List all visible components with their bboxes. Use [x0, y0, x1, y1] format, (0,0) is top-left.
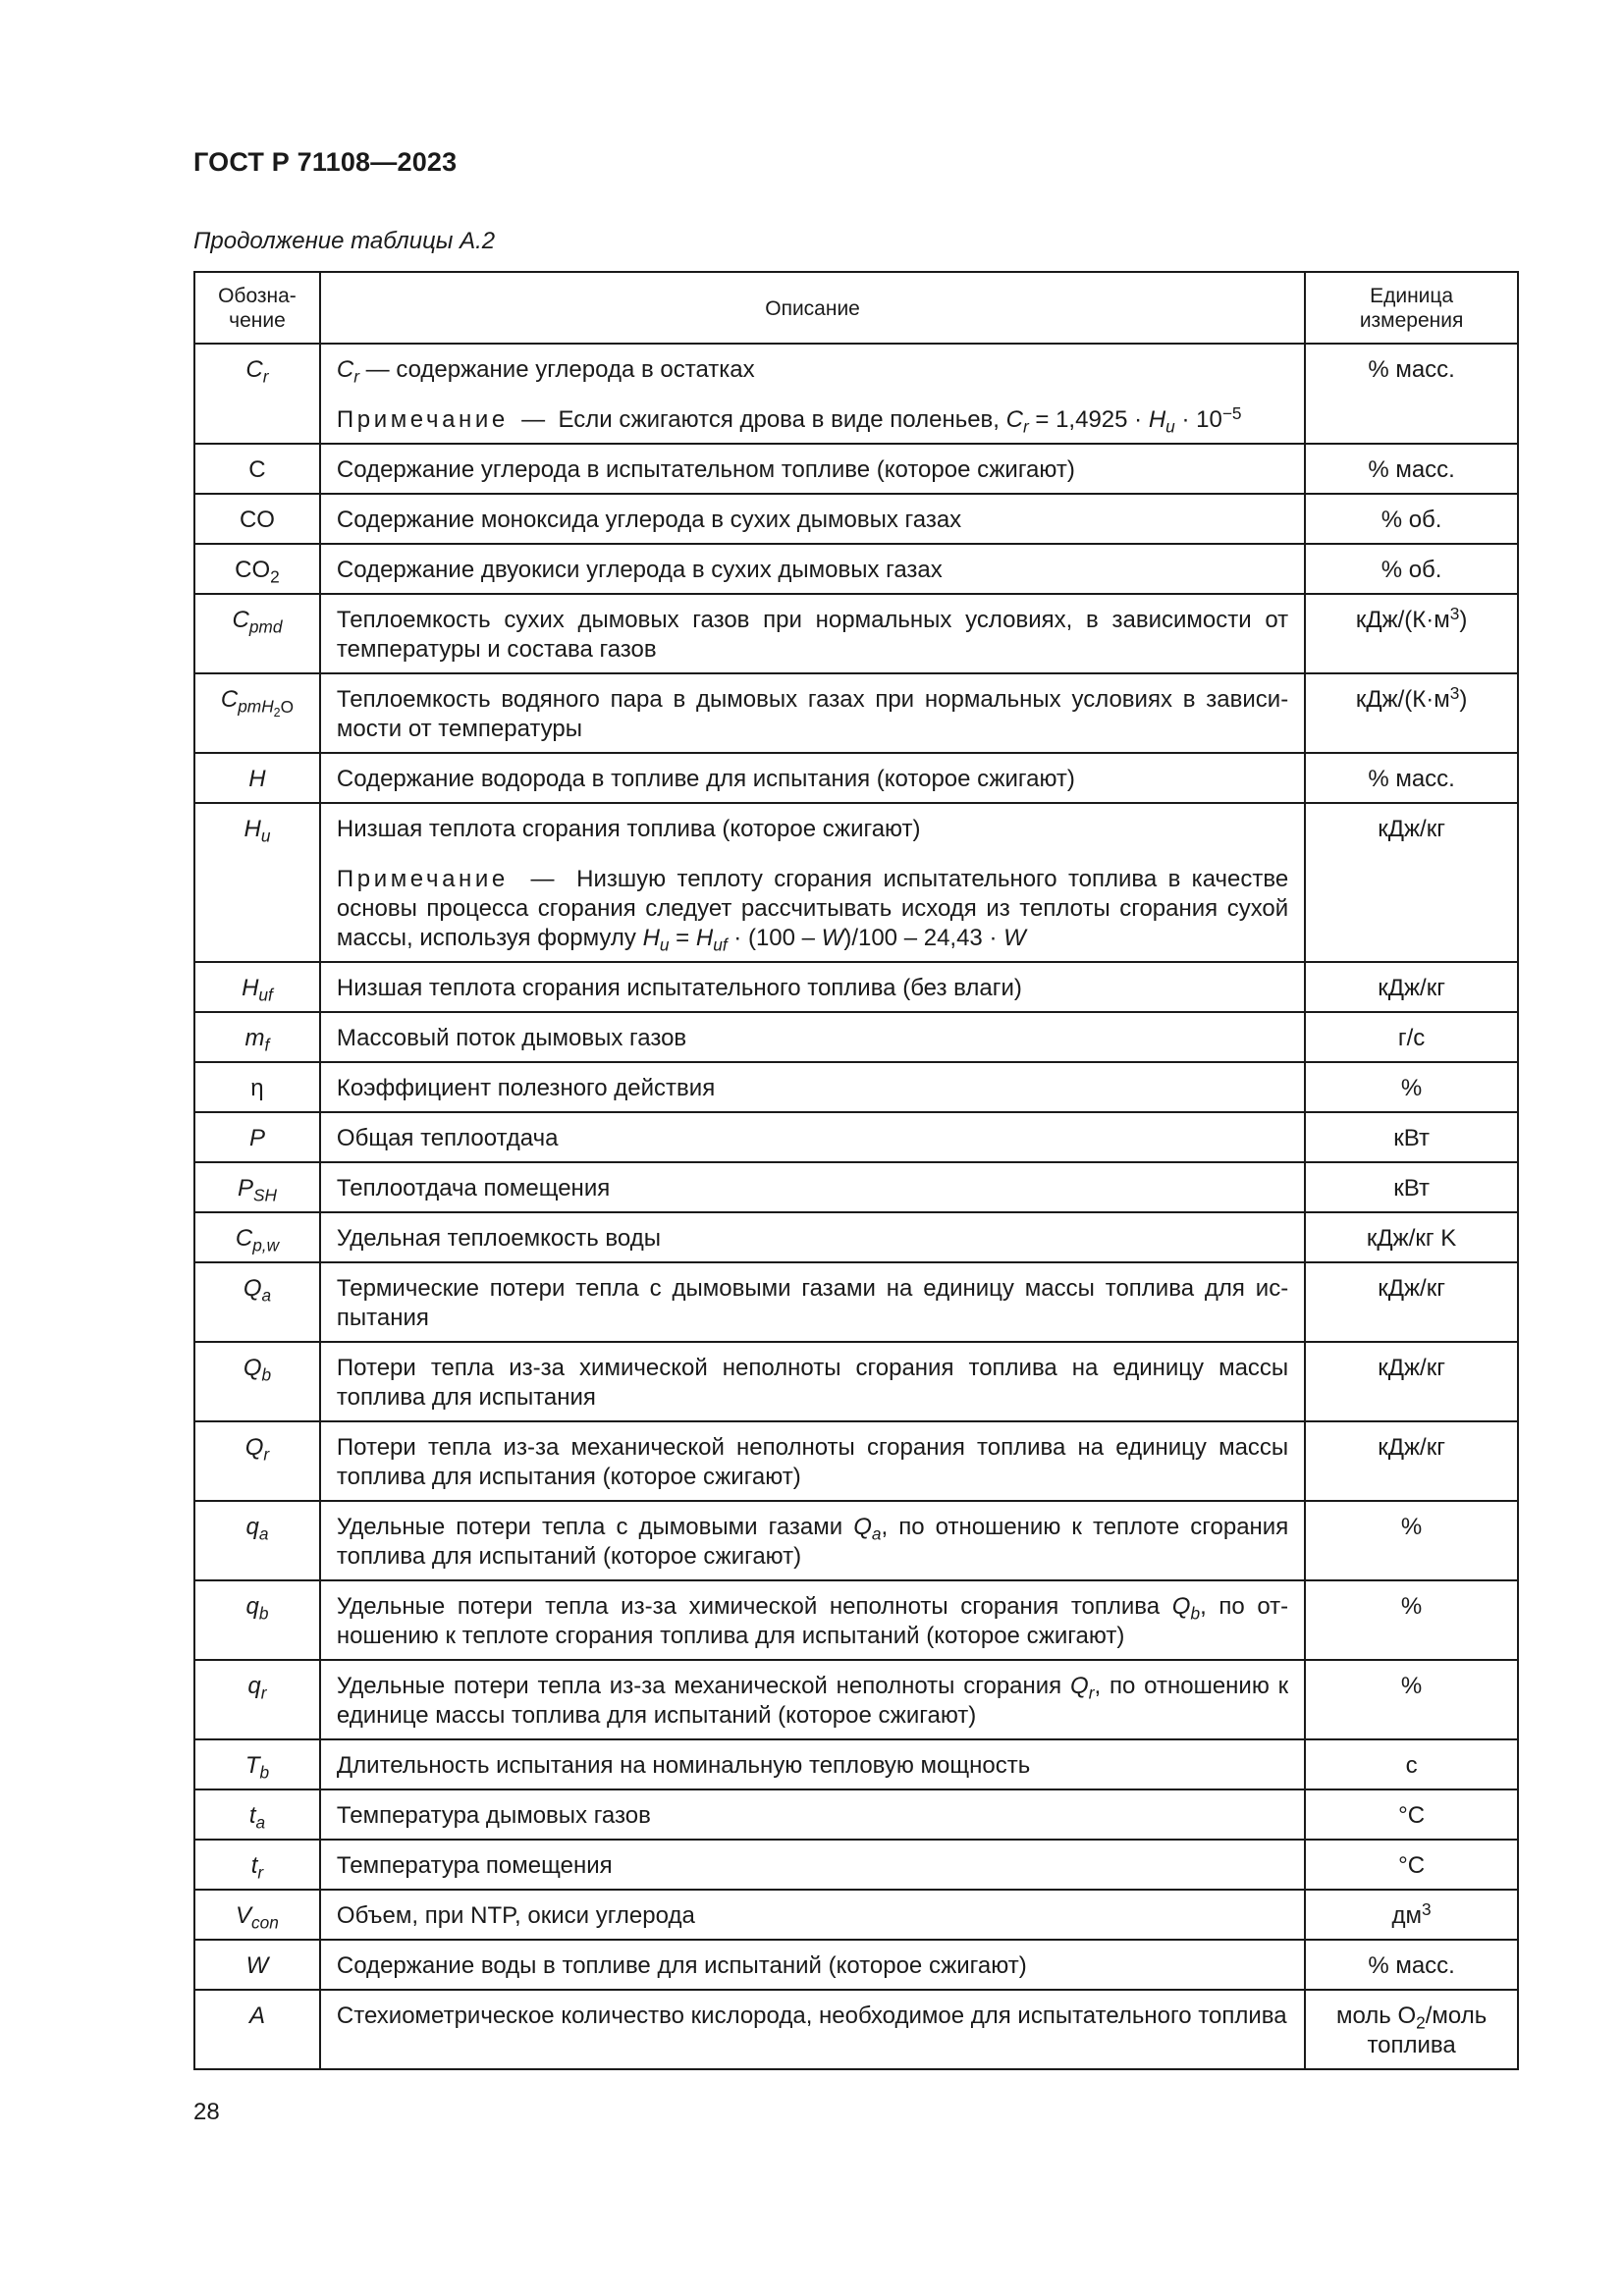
table-row [194, 344, 1518, 444]
symbol-cell: $T_b$ [194, 1739, 320, 1789]
description-cell [320, 1342, 1305, 1421]
table-row [194, 1012, 1518, 1062]
symbol-cell: $V_{con}$ [194, 1890, 320, 1940]
symbol-cell: $m_f$ [194, 1012, 320, 1062]
description-cell [320, 803, 1305, 962]
unit-cell: кДж/$(К\cdot м^3)$ [1305, 594, 1518, 673]
symbol-cell: C [194, 444, 320, 494]
symbol-cell: $H_{uf}$ [194, 962, 320, 1012]
symbol-cell: $Q_a$ [194, 1262, 320, 1342]
description-text: Содержание воды в топливе для испытаний (которое сжигают) [336, 1952, 1027, 1979]
table-row [194, 1112, 1518, 1162]
description-text: Теплоемкость сухих дымовых газов при нормальных условиях, в зависимости от температуры и состава газов [336, 607, 1289, 663]
description-text: Общая теплоотдача [336, 1125, 559, 1151]
description-text: Содержание двуокиси углерода в сухих дымовых газах [336, 557, 943, 583]
symbol-cell: $Q_r$ [194, 1421, 320, 1501]
header-unit: Единица измерения [1305, 272, 1518, 344]
description-text: Удельные потери тепла из-за химической неполноты сгорания топлива $Q_b$, по отношению к теплоте сгорания топлива для испытаний (которое сжигают) [336, 1593, 1289, 1649]
table-row [194, 1789, 1518, 1840]
unit-cell: кДж/кг [1305, 803, 1518, 962]
table-row [194, 673, 1518, 753]
description-cell [320, 1739, 1305, 1789]
description-text: Температура помещения [336, 1852, 613, 1879]
table-body [194, 344, 1518, 2069]
symbol-cell: $C_{pmd}$ [194, 594, 320, 673]
symbol-cell: W [194, 1940, 320, 1990]
unit-cell: % [1305, 1580, 1518, 1660]
table-row [194, 594, 1518, 673]
description-cell [320, 1062, 1305, 1112]
unit-cell: % об. [1305, 544, 1518, 594]
table-row [194, 1660, 1518, 1739]
description-cell [320, 1112, 1305, 1162]
description-text: Низшая теплота сгорания испытательного топлива (без влаги) [336, 975, 1022, 1001]
unit-cell: кДж/кг [1305, 1421, 1518, 1501]
description-cell [320, 1580, 1305, 1660]
description-cell [320, 1162, 1305, 1212]
unit-cell: % масс. [1305, 753, 1518, 803]
description-cell [320, 1421, 1305, 1501]
description-text: Стехиометрическое количество кислорода, необходимое для испытательного топлива [336, 2002, 1287, 2029]
table-row [194, 1840, 1518, 1890]
table-row [194, 1212, 1518, 1262]
document-code: ГОСТ Р 71108—2023 [193, 147, 458, 177]
table-row [194, 444, 1518, 494]
description-cell [320, 444, 1305, 494]
unit-cell: кВт [1305, 1162, 1518, 1212]
table-row [194, 544, 1518, 594]
table-row [194, 1162, 1518, 1212]
description-text: Температура дымовых газов [336, 1802, 651, 1829]
unit-cell: моль $O_2$/моль топлива [1305, 1990, 1518, 2069]
table-row [194, 1890, 1518, 1940]
unit-cell: кВт [1305, 1112, 1518, 1162]
table-row [194, 1940, 1518, 1990]
symbol-cell: $C_r$ [194, 344, 320, 444]
description-text: Содержание углерода в испытательном топливе (которое сжигают) [336, 456, 1075, 483]
unit-cell: кДж/кг [1305, 1262, 1518, 1342]
table-row [194, 1501, 1518, 1580]
unit-cell: кДж/кг K [1305, 1212, 1518, 1262]
symbol-cell: η [194, 1062, 320, 1112]
unit-cell: $дм^3$ [1305, 1890, 1518, 1940]
header-description: Описание [320, 272, 1305, 344]
description-text: Содержание моноксида углерода в сухих дымовых газах [336, 507, 962, 533]
symbol-cell: $t_r$ [194, 1840, 320, 1890]
note-text: Примечание — Если сжигаются дрова в виде поленьев, $C_r = 1,4925 \cdot H_u \cdot 10^{-5}$ [336, 403, 1242, 437]
unit-cell: % масс. [1305, 344, 1518, 444]
unit-cell: % [1305, 1501, 1518, 1580]
symbol-cell: CO [194, 494, 320, 544]
symbol-cell: $C_{p,w}$ [194, 1212, 320, 1262]
table-caption: Продолжение таблицы А.2 [193, 228, 496, 254]
symbols-table [193, 271, 1519, 2070]
description-cell [320, 753, 1305, 803]
description-cell [320, 544, 1305, 594]
symbol-cell: H [194, 753, 320, 803]
table-row [194, 962, 1518, 1012]
description-text: Коэффициент полезного действия [336, 1075, 716, 1101]
symbol-cell: $H_u$ [194, 803, 320, 962]
table-row [194, 1990, 1518, 2069]
table-row [194, 803, 1518, 962]
unit-cell: с [1305, 1739, 1518, 1789]
description-cell [320, 1262, 1305, 1342]
table-row [194, 1062, 1518, 1112]
unit-cell: % об. [1305, 494, 1518, 544]
symbol-cell: $q_a$ [194, 1501, 320, 1580]
description-cell [320, 1012, 1305, 1062]
unit-cell: % масс. [1305, 444, 1518, 494]
page-number: 28 [193, 2099, 220, 2125]
description-cell [320, 1660, 1305, 1739]
table-header-row [194, 272, 1518, 344]
description-text: Низшая теплота сгорания топлива (которое сжигают) [336, 816, 921, 842]
description-text: Теплоемкость водяного пара в дымовых газах при нормальных условиях в зависимости от температуры [336, 686, 1289, 742]
unit-cell: кДж/кг [1305, 1342, 1518, 1421]
description-cell [320, 1890, 1305, 1940]
symbol-cell: $q_r$ [194, 1660, 320, 1739]
table-row [194, 1262, 1518, 1342]
description-cell [320, 1840, 1305, 1890]
unit-cell: г/с [1305, 1012, 1518, 1062]
unit-cell: °С [1305, 1840, 1518, 1890]
unit-cell: °С [1305, 1789, 1518, 1840]
unit-cell: кДж/$(К\cdot м^3)$ [1305, 673, 1518, 753]
description-cell [320, 494, 1305, 544]
symbol-cell: $P_{SH}$ [194, 1162, 320, 1212]
description-text: Теплоотдача помещения [336, 1175, 611, 1201]
description-cell [320, 344, 1305, 444]
symbol-cell: $Q_b$ [194, 1342, 320, 1421]
description-text: Термические потери тепла с дымовыми газами на единицу массы топлива для испытания [336, 1275, 1289, 1331]
description-cell [320, 594, 1305, 673]
header-symbol: Обозна- чение [194, 272, 320, 344]
unit-cell: % [1305, 1660, 1518, 1739]
symbol-cell: A [194, 1990, 320, 2069]
unit-cell: % масс. [1305, 1940, 1518, 1990]
symbol-cell: P [194, 1112, 320, 1162]
description-text: Потери тепла из-за механической неполноты сгорания топлива на единицу массы топлива для испытания (которое сжигают) [336, 1434, 1289, 1490]
symbol-cell: $q_b$ [194, 1580, 320, 1660]
description-text: Длительность испытания на номинальную тепловую мощность [336, 1752, 1031, 1779]
symbol-cell: $CO_2$ [194, 544, 320, 594]
description-cell [320, 1212, 1305, 1262]
description-cell [320, 1501, 1305, 1580]
description-text: $C_r$ — содержание углерода в остатках [336, 356, 755, 387]
description-text: Массовый поток дымовых газов [336, 1025, 687, 1051]
unit-cell: кДж/кг [1305, 962, 1518, 1012]
table-row [194, 1342, 1518, 1421]
symbol-cell: $t_a$ [194, 1789, 320, 1840]
symbol-cell: $C_{pmH_2O}$ [194, 673, 320, 753]
description-cell [320, 1990, 1305, 2069]
table-row [194, 1739, 1518, 1789]
description-text: Потери тепла из-за химической неполноты сгорания топлива на единицу массы топлива для испытания [336, 1355, 1289, 1411]
description-text: Удельные потери тепла с дымовыми газами $Q_a$, по отношению к теплоте сгорания топлива для испытаний (которое сжигают) [336, 1514, 1289, 1570]
description-cell [320, 962, 1305, 1012]
description-text: Удельная теплоемкость воды [336, 1225, 661, 1252]
description-text: Удельные потери тепла из-за механической неполноты сгорания $Q_r$, по отношению к единице массы топлива для испытаний (которое сжигают) [336, 1673, 1289, 1729]
description-cell [320, 673, 1305, 753]
description-text: Содержание водорода в топливе для испытания (которое сжигают) [336, 766, 1075, 792]
description-cell [320, 1940, 1305, 1990]
table-row [194, 494, 1518, 544]
note-text: Примечание — Низшую теплоту сгорания испытательного топлива в качестве основы процесса сгорания следует рассчитывать исходя из теплоты сгорания сухой массы, используя формулу $H_u = H_{uf} \cdot (100 - W)/100 - 24,43 \cdot W$ [336, 866, 1289, 955]
table-row [194, 753, 1518, 803]
unit-cell: % [1305, 1062, 1518, 1112]
description-text: Объем, при NTP, окиси углерода [336, 1902, 695, 1929]
table-row [194, 1421, 1518, 1501]
table-row [194, 1580, 1518, 1660]
description-cell [320, 1789, 1305, 1840]
